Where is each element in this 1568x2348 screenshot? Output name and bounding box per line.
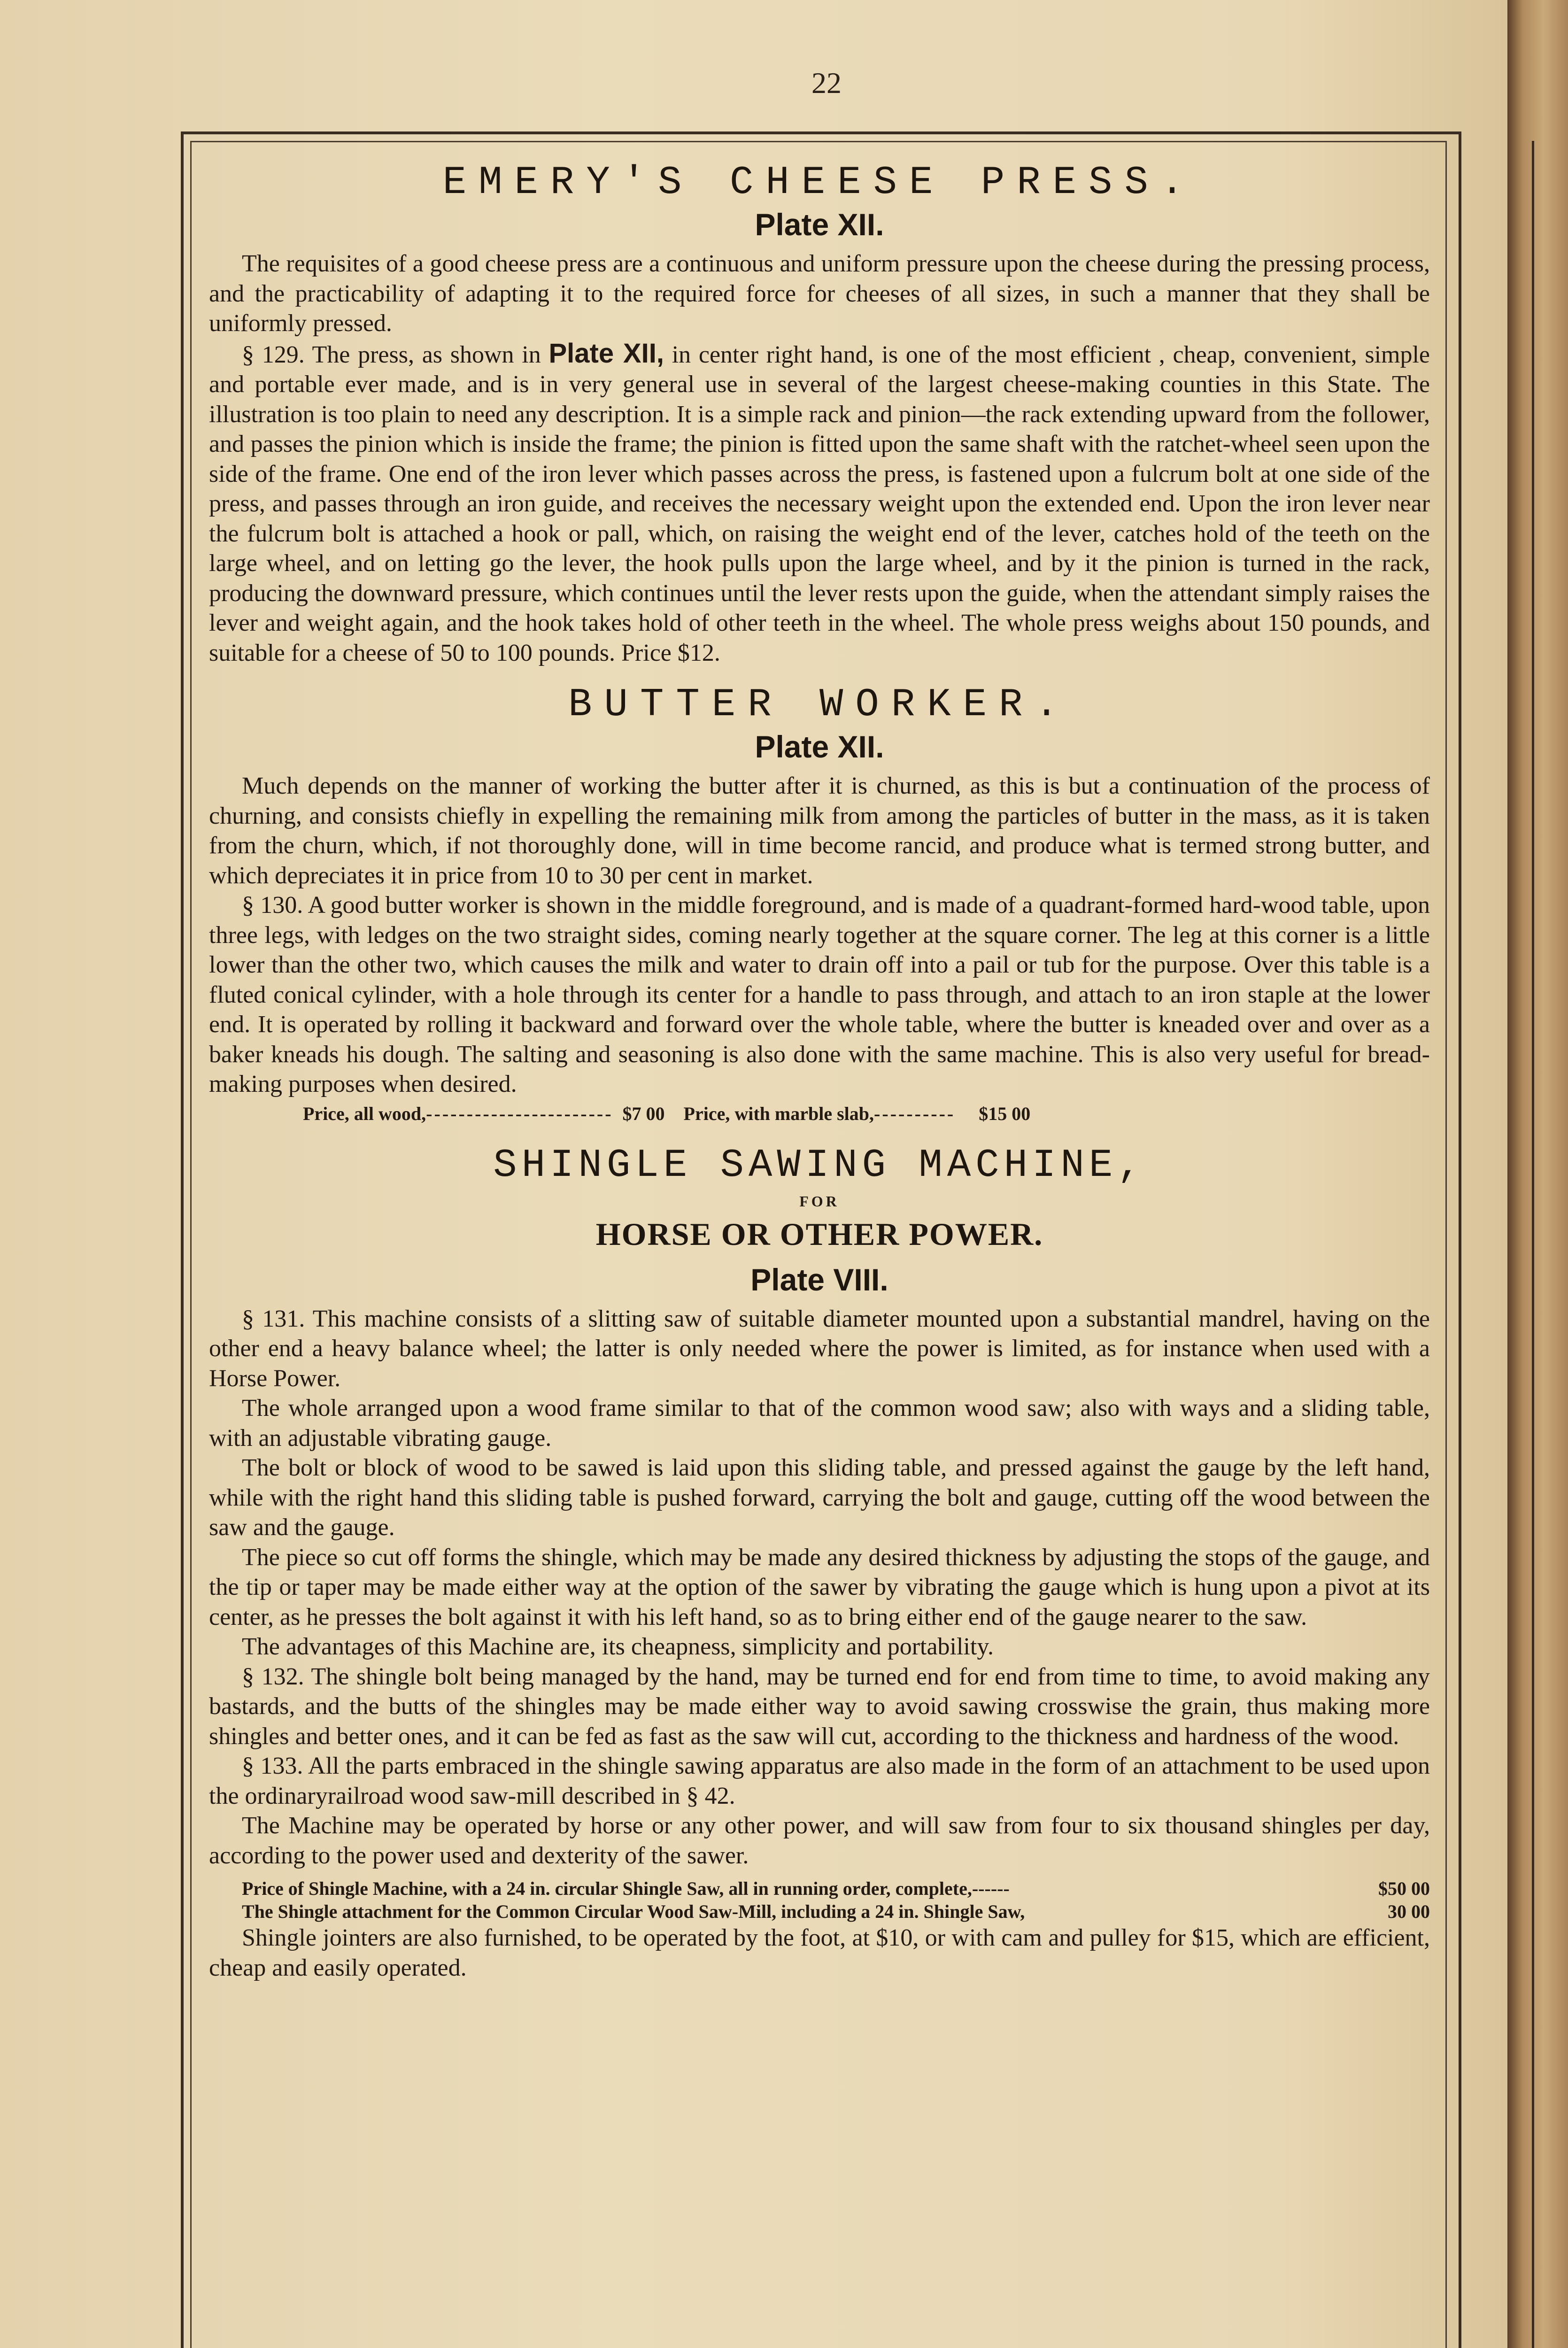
paragraph: The requisites of a good cheese press are a continuous and uniform pressure upon the cheese during the pressing process, and the practicability of adapting it to the required force for cheeses of all sizes, in such a manner that they shall be uniformly pressed. (209, 250, 1430, 337)
section-subtitle: HORSE OR OTHER POWER. (595, 1216, 1043, 1252)
paragraph-prefix: § 129. The press, as shown in (242, 341, 541, 368)
price-value: $50 00 (1378, 1878, 1430, 1899)
adjacent-page-border (1532, 141, 1558, 2348)
paragraph: The advantages of this Machine are, its cheapness, simplicity and portability. (242, 1633, 994, 1660)
section-title: BUTTER WORKER. (568, 683, 1071, 727)
paragraph: The whole arranged upon a wood frame similar to that of the common wood saw; also with ways and a sliding table, with an adjustable vibrating gauge. (209, 1395, 1430, 1452)
section-title: EMERY'S CHEESE PRESS. (442, 161, 1197, 205)
plate-reference: Plate XII. (755, 729, 884, 764)
leader-dots: ----------------------- (426, 1103, 613, 1124)
paragraph: The Machine may be operated by horse or any other power, and will saw from four to six thousand shingles per day, according to the power used and dexterity of the sawer. (209, 1812, 1430, 1869)
price-line (209, 1900, 1430, 1923)
price-line (209, 1099, 1430, 1128)
paragraph-body: in center right hand, is one of the most efficient , cheap, convenient, simple and portable ever made, and is in very general use in several of the largest cheese-making counties in this State. The illustration is too plain to need any description. It is a simple rack and pinion—the rack extending upward from the follower, and passes the pinion which is inside the frame; the pinion is fitted upon the same shaft with the ratchet-wheel seen upon the side of the frame. One end of the iron lever which passes across the press, is fastened upon a fulcrum bolt at one side of the press, and passes through an iron guide, and receives the necessary weight upon the extended end. Upon the iron lever near the fulcrum bolt is attached a hook or pall, which, on raising the weight end of the lever, catches hold of the teeth on the large wheel, and on letting go the lever, the hook pulls upon the large wheel, and by it the pinion is turned in the rack, producing the downward pressure, which continues until the lever rests upon the guide, when the attendant simply raises the lever and weight again, and the hook takes hold of other teeth in the wheel. The whole press weighs about 150 pounds, and suitable for a cheese of 50 to 100 pounds. Price $12. (209, 341, 1430, 666)
paragraph: § 133. All the parts embraced in the shingle sawing apparatus are also made in the form of an attachment to be used upon the ordinaryrailroad wood saw-mill described in § 42. (209, 1753, 1430, 1809)
section-butter-worker (209, 682, 1430, 1128)
paragraph: The piece so cut off forms the shingle, which may be made any desired thickness by adjusting the stops of the gauge, and the tip or taper may be made either way at the option of the sawer by vibrating the gauge which is hung upon a pivot at its center, as he presses the bolt against it with his left hand, so as to bring either end of the gauge nearer to the saw. (209, 1544, 1430, 1630)
price-label: Price of Shingle Machine, with a 24 in. circular Shingle Saw, all in running order, complete,------ (242, 1878, 1010, 1899)
paragraph: § 132. The shingle bolt being managed by the hand, may be turned end for end from time to time, to avoid making any bastards, and the butts of the shingles may be made either way to avoid sawing crosswise the grain, thus making more shingles and better ones, and it can be fed as fast as the saw will cut, according to the thickness and hardness of the wood. (209, 1663, 1430, 1750)
paragraph (209, 339, 1430, 668)
price-value: $7 00 (622, 1103, 665, 1124)
price-value: 30 00 (1388, 1901, 1430, 1922)
plate-reference: Plate XII. (755, 207, 884, 242)
paragraph: § 130. A good butter worker is shown in the middle foreground, and is made of a quadrant-formed hard-wood table, upon three legs, with ledges on the two straight sides, coming nearly together at the square corner. The leg at this corner is a little lower than the other two, which causes the milk and water to drain off into a pail or tub for the purpose. Over this table is a fluted conical cylinder, with a hole through its center for a handle to pass through, and attach to an iron staple at the lower end. It is operated by rolling it backward and forward over the whole table, where the butter is kneaded over and over as a baker kneads his dough. The salting and seasoning is also done with the same machine. This is also very useful for bread-making purposes when desired. (209, 892, 1430, 1097)
price-line (209, 1877, 1430, 1900)
section-cheese-press (209, 160, 1430, 668)
plate-reference: Plate VIII. (750, 1262, 888, 1297)
price-label: The Shingle attachment for the Common Circular Wood Saw-Mill, including a 24 in. Shingle Saw, (242, 1901, 1025, 1922)
paragraph: The bolt or block of wood to be sawed is laid upon this sliding table, and pressed against the gauge by the left hand, while with the right hand this sliding table is pushed forward, carrying the bolt and gauge, cutting off the wood between the saw and the gauge. (209, 1454, 1430, 1541)
section-title: SHINGLE SAWING MACHINE, (493, 1143, 1146, 1188)
price-label: Price, all wood, (303, 1103, 426, 1124)
paragraph: § 131. This machine consists of a slitting saw of suitable diameter mounted upon a substantial mandrel, having on the other end a heavy balance wheel; the latter is only needed where the power is limited, as for instance when used with a Horse Power. (209, 1305, 1430, 1392)
text-column (209, 160, 1430, 1983)
section-shingle-machine (209, 1143, 1430, 1983)
page-number: 22 (811, 66, 842, 100)
paragraph: Shingle jointers are also furnished, to be operated by the foot, at $10, or with cam and pulley for $15, which are efficient, cheap and easily operated. (209, 1924, 1430, 1981)
price-label: Price, with marble slab, (683, 1103, 874, 1124)
for-label: FOR (799, 1192, 840, 1210)
paragraph: Much depends on the manner of working the butter after it is churned, as this is but a continuation of the process of churning, and consists chiefly in expelling the remaining milk from among the particles of butter in the mass, as it is taken from the churn, which, if not thoroughly done, will in time become rancid, and produce what is termed strong butter, and which depreciates it in price from 10 to 30 per cent in market. (209, 772, 1430, 889)
leader-dots: ---------- (874, 1103, 956, 1124)
plate-inline-reference: Plate XII, (548, 338, 664, 369)
price-value: $15 00 (979, 1103, 1031, 1124)
